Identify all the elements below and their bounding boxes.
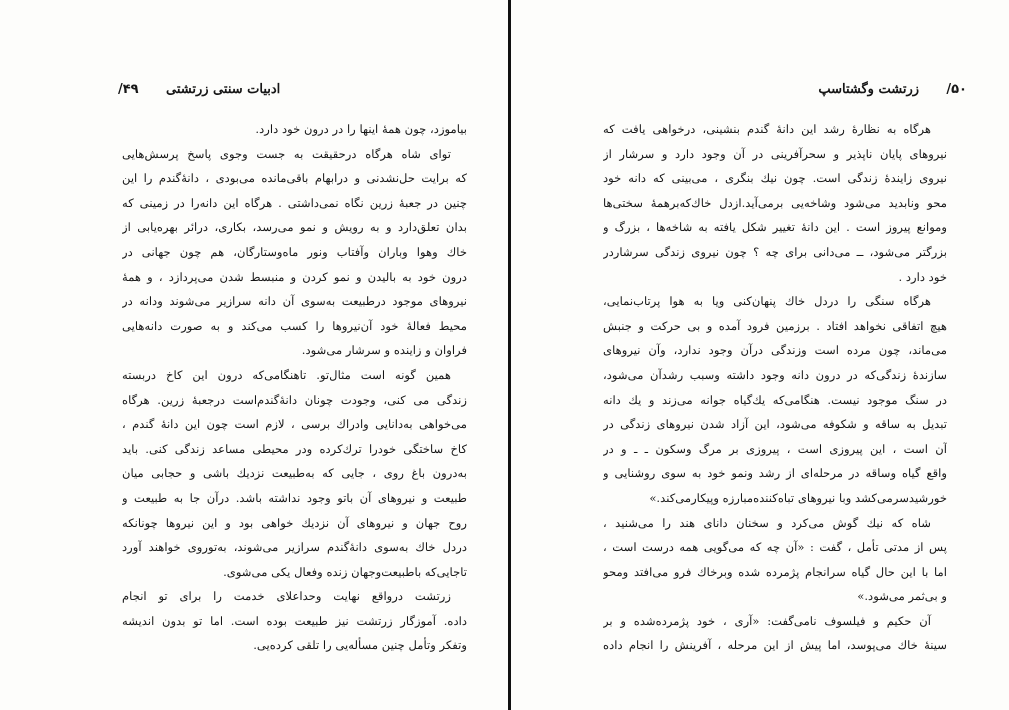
text-line: در سنگ موجود نیست. هنگامی‌که یك‌گیاه جوانه می‌زند و یك دانه: [603, 392, 947, 407]
page-number: ۵۰/: [946, 82, 967, 97]
text-line: چنین در جعبهٔ زرین نگاه نمی‌داشتی . هرگاه این دانه‌را در زمینی که: [122, 195, 467, 210]
text-line: سینهٔ خاك می‌پوسد، اما پیش از این مرحله ، آفرینش را انجام داده: [603, 638, 947, 653]
text-line: بیاموزد، چون همهٔ اینها را در درون خود دارد.: [255, 122, 467, 136]
text-line: نیروهای پایان ناپذیر و سحرآفرینی در آن وجود دارد و سرشار از: [603, 146, 947, 161]
text-line: نیروهای موجود درطبیعت به‌سوی آن دانه سرازیر می‌شوند ودانه در: [122, 294, 467, 309]
text-line: واقع گیاه وساقه در مرحله‌ای از رشد ونمو خود به سوی روشنایی و: [603, 466, 947, 481]
text-line: دردل خاك به‌سوی دانهٔ‌گندم سرازیر می‌شوند، به‌توروی خواهند آورد: [122, 540, 467, 555]
text-line: همین گونه است مثال‌تو. تاهنگامی‌که درون این کاخ دربسته: [122, 367, 451, 382]
text-line: کاخ ساختگی خودرا ترك‌کرده ودر محیطی مساعد زندگی کنی. باید: [122, 441, 467, 456]
running-title: ادبیات سنتی زرتشتی: [166, 82, 281, 97]
text-line: محو ونابدید می‌شود وشاخه‌یی برمی‌آید.ازدل خاك‌که‌برهمهٔ سختی‌ها: [603, 195, 947, 210]
text-line: هرگاه سنگی را دردل خاك پنهان‌کنی ویا به هوا پرتاب‌نمایی،: [603, 294, 931, 309]
text-line: توای شاه هرگاه درحقیقت به جست وجوی پاسخ پرسش‌هایی: [122, 146, 451, 161]
text-line: سازندهٔ زندگی‌که در درون دانه وجود داشته وسبب رشدآن می‌شود،: [603, 367, 947, 382]
text-line: نیروی زایندهٔ زندگی است. چون نیك بنگری ، می‌بینی که دانه خود: [603, 171, 947, 186]
text-line: به‌درون باغ روی ، جایی که به‌طبیعت نزدیك باشی و حجابی میان: [122, 466, 467, 481]
text-line: زندگی می کنی، وجودت چونان دانهٔ‌گندم‌است درجعبهٔ زرین. هرگاه: [122, 392, 467, 407]
right-page: [511, 0, 1009, 710]
text-line: و بی‌ثمر می‌شود.»: [857, 589, 947, 604]
text-line: وتفکر وتأمل چنین مسأله‌یی را تلقی کرده‌یی.: [253, 638, 467, 653]
text-line: می‌ماند، چون مرده است وزندگی درآن وجود ندارد، وآن نیروهای: [603, 343, 947, 358]
right-page-body: [603, 117, 947, 658]
text-line: آن حکیم و فیلسوف نامی‌گفت: «آری ، خود پژمرده‌شده و بر: [603, 613, 931, 628]
text-line: زرتشت درواقع نهایت وحداعلای خدمت را برای تو انجام: [122, 589, 451, 604]
text-line: هرگاه به نظارهٔ رشد این دانهٔ گندم بنشینی، درخواهی یافت که: [603, 122, 931, 136]
text-line: پس از مدتی تأمل ، گفت : «آن چه که می‌گویی همه درست است ،: [603, 540, 947, 555]
text-line: تاجایی‌که باطبیعت‌وجهان زنده وفعال یکی می‌شوی.: [223, 564, 467, 579]
text-line: که برایت حل‌نشدنی و درابهام باقی‌مانده می‌بودی ، دانهٔ‌گندم را این: [122, 171, 467, 186]
text-line: خورشیدسرمی‌کشد وبا نیروهای تباه‌کننده‌مبارزه وپیکارمی‌کند.»: [649, 490, 947, 505]
text-line: هیچ اتفاقی نخواهد افتاد . برزمین فرود آمده و بی حرکت و جنبش: [603, 318, 947, 333]
right-page-header: [607, 82, 967, 106]
text-line: طبیعت و نیروهای آن باتو وجود نداشته باشد. درآن جا به طبیعت و: [122, 490, 467, 505]
text-line: وموانع پیروز است . این دانهٔ تغییر شکل یافته به شاخه‌ها ، بزرگ و: [603, 220, 947, 235]
text-line: آن است ، این پیروزی است ، پیروزی بر مرگ وسکون ـ ـ و در: [603, 441, 947, 456]
text-line: تبدیل به ساقه و شکوفه می‌شود، این آزاد شدن نیروهای زندگی در: [603, 417, 947, 432]
left-page-header: [118, 82, 470, 106]
text-line: اما با این حال گیاه سرانجام پژمرده شده وبرخاك فرو می‌افتد ومحو: [603, 564, 947, 579]
left-page-body: [122, 117, 467, 658]
text-line: خود دارد .: [898, 269, 947, 284]
text-line: می‌خواهی به‌دانایی وادراك برسی ، لازم است چون این دانهٔ گندم ،: [122, 417, 467, 432]
text-line: داده. آموزگار زرتشت نیز طبیعت بوده است. اما تو بدون اندیشه: [122, 613, 467, 628]
text-line: شاه که نیك گوش می‌کرد و سخنان دانای هند را می‌شنید ،: [603, 515, 931, 530]
text-line: فراوان و زاینده و سرشار می‌شود.: [301, 343, 467, 358]
page-number: ۴۹/: [118, 82, 139, 97]
text-line: بدان تعلق‌دارد و به رویش و نمو می‌رسد، بکاری، درائر بهره‌یابی از: [122, 220, 467, 235]
text-line: بزرگتر می‌شود، ــ می‌دانی برای چه ؟ چون نیروی زندگی سرشاردر: [603, 244, 947, 259]
text-line: خاك‌ وهوا وباران وآفتاب ونور ماه‌وستارگان، هم چون جهانی در: [122, 244, 467, 259]
text-line: محیط فعالهٔ خود آن‌نیروها را کسب می‌کند و به صورت دانه‌هایی: [122, 318, 467, 333]
running-title: زرتشت وگشتاسپ: [818, 82, 919, 97]
text-line: روح جهان و نیروهای آن نزدیك خواهی بود و این نیروها چونانکه: [122, 515, 467, 530]
text-line: درون خود به بالیدن و نمو کردن و منبسط شدن می‌پردازد ، و همهٔ: [122, 269, 467, 284]
